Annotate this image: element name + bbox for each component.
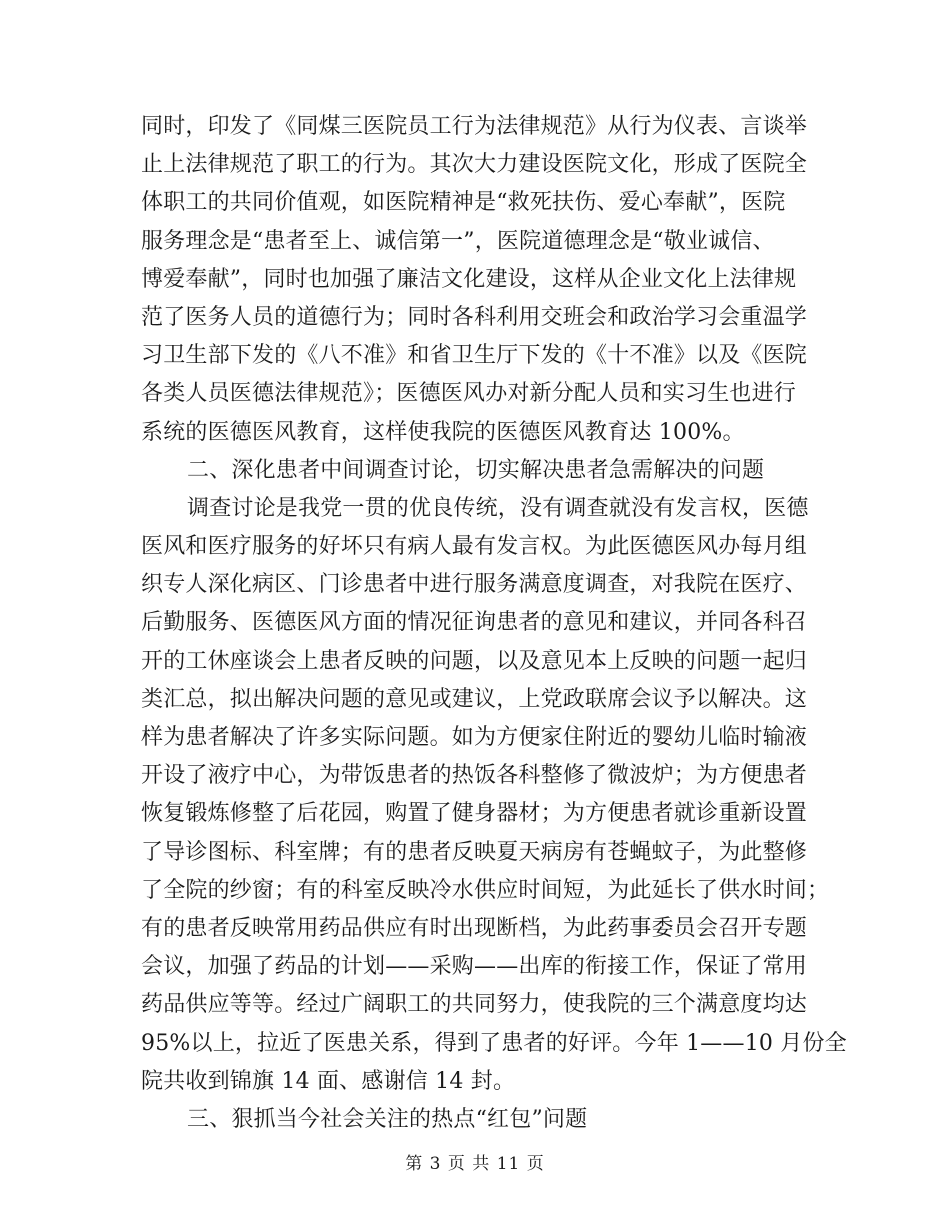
text-line: 织专人深化病区、门诊患者中进行服务满意度调查，对我院在医疗、: [141, 572, 808, 598]
text-line: 各类人员医德法律规范》；医德医风办对新分配人员和实习生也进行: [141, 381, 797, 407]
text-line: 医风和医疗服务的好坏只有病人最有发言权。为此医德医风办每月组: [141, 534, 808, 560]
text-line: 恢复锻炼修整了后花园，购置了健身器材；为方便患者就诊重新设置: [141, 801, 808, 827]
document-body: [141, 108, 847, 1139]
text-line: 会议，加强了药品的计划——采购——出库的衔接工作，保证了常用: [141, 954, 808, 980]
text-line: 95%以上，拉近了医患关系，得到了患者的好评。今年 1——10 月份全: [141, 1030, 847, 1056]
text-line: 开设了液疗中心，为带饭患者的热饭各科整修了微波炉；为方便患者: [141, 763, 808, 789]
text-line: 了导诊图标、科室牌；有的患者反映夏天病房有苍蝇蚊子，为此整修: [141, 839, 808, 865]
text-line: 范了医务人员的道德行为；同时各科利用交班会和政治学习会重温学: [141, 304, 808, 330]
text-line: 有的患者反映常用药品供应有时出现断档，为此药事委员会召开专题: [141, 915, 808, 941]
paragraph-first-line: 三、狠抓当今社会关注的热点“红包”问题: [187, 1106, 588, 1132]
text-line: 药品供应等等。经过广阔职工的共同努力，使我院的三个满意度均达: [141, 992, 808, 1018]
text-line: 开的工休座谈会上患者反映的问题，以及意见本上反映的问题一起归: [141, 648, 808, 674]
text-line: 服务理念是“患者至上、诚信第一”，医院道德理念是“敬业诚信、: [141, 228, 775, 254]
text-line: 院共收到锦旗 14 面、感谢信 14 封。: [141, 1068, 516, 1094]
text-line: 止上法律规范了职工的行为。其次大力建设医院文化，形成了医院全: [141, 152, 808, 178]
text-line: 系统的医德医风教育，这样使我院的医德医风教育达 100%。: [141, 419, 745, 445]
text-line: 习卫生部下发的《八不准》和省卫生厅下发的《十不准》以及《医院: [141, 343, 808, 369]
text-line: 同时，印发了《同煤三医院员工行为法律规范》从行为仪表、言谈举: [141, 114, 808, 139]
paragraph-first-line: 调查讨论是我党一贯的优良传统，没有调查就没有发言权，医德: [187, 495, 809, 521]
page-number-footer: 第 3 页 共 11 页: [405, 1154, 545, 1174]
text-line: 体职工的共同价值观，如医院精神是“救死扶伤、爱心奉献”，医院: [141, 190, 786, 216]
text-line: 后勤服务、医德医风方面的情况征询患者的意见和建议，并同各科召: [141, 610, 808, 636]
text-line: 博爱奉献”，同时也加强了廉洁文化建设，这样从企业文化上法律规: [141, 266, 797, 292]
text-line: 样为患者解决了许多实际问题。如为方便家住附近的婴幼儿临时输液: [141, 725, 808, 750]
paragraph-first-line: 二、深化患者中间调查讨论，切实解决患者急需解决的问题: [187, 457, 765, 483]
text-line: 了全院的纱窗；有的科室反映冷水供应时间短，为此延长了供水时间；: [141, 877, 830, 903]
text-line: 类汇总，拟出解决问题的意见或建议，上党政联席会议予以解决。这: [141, 686, 808, 712]
